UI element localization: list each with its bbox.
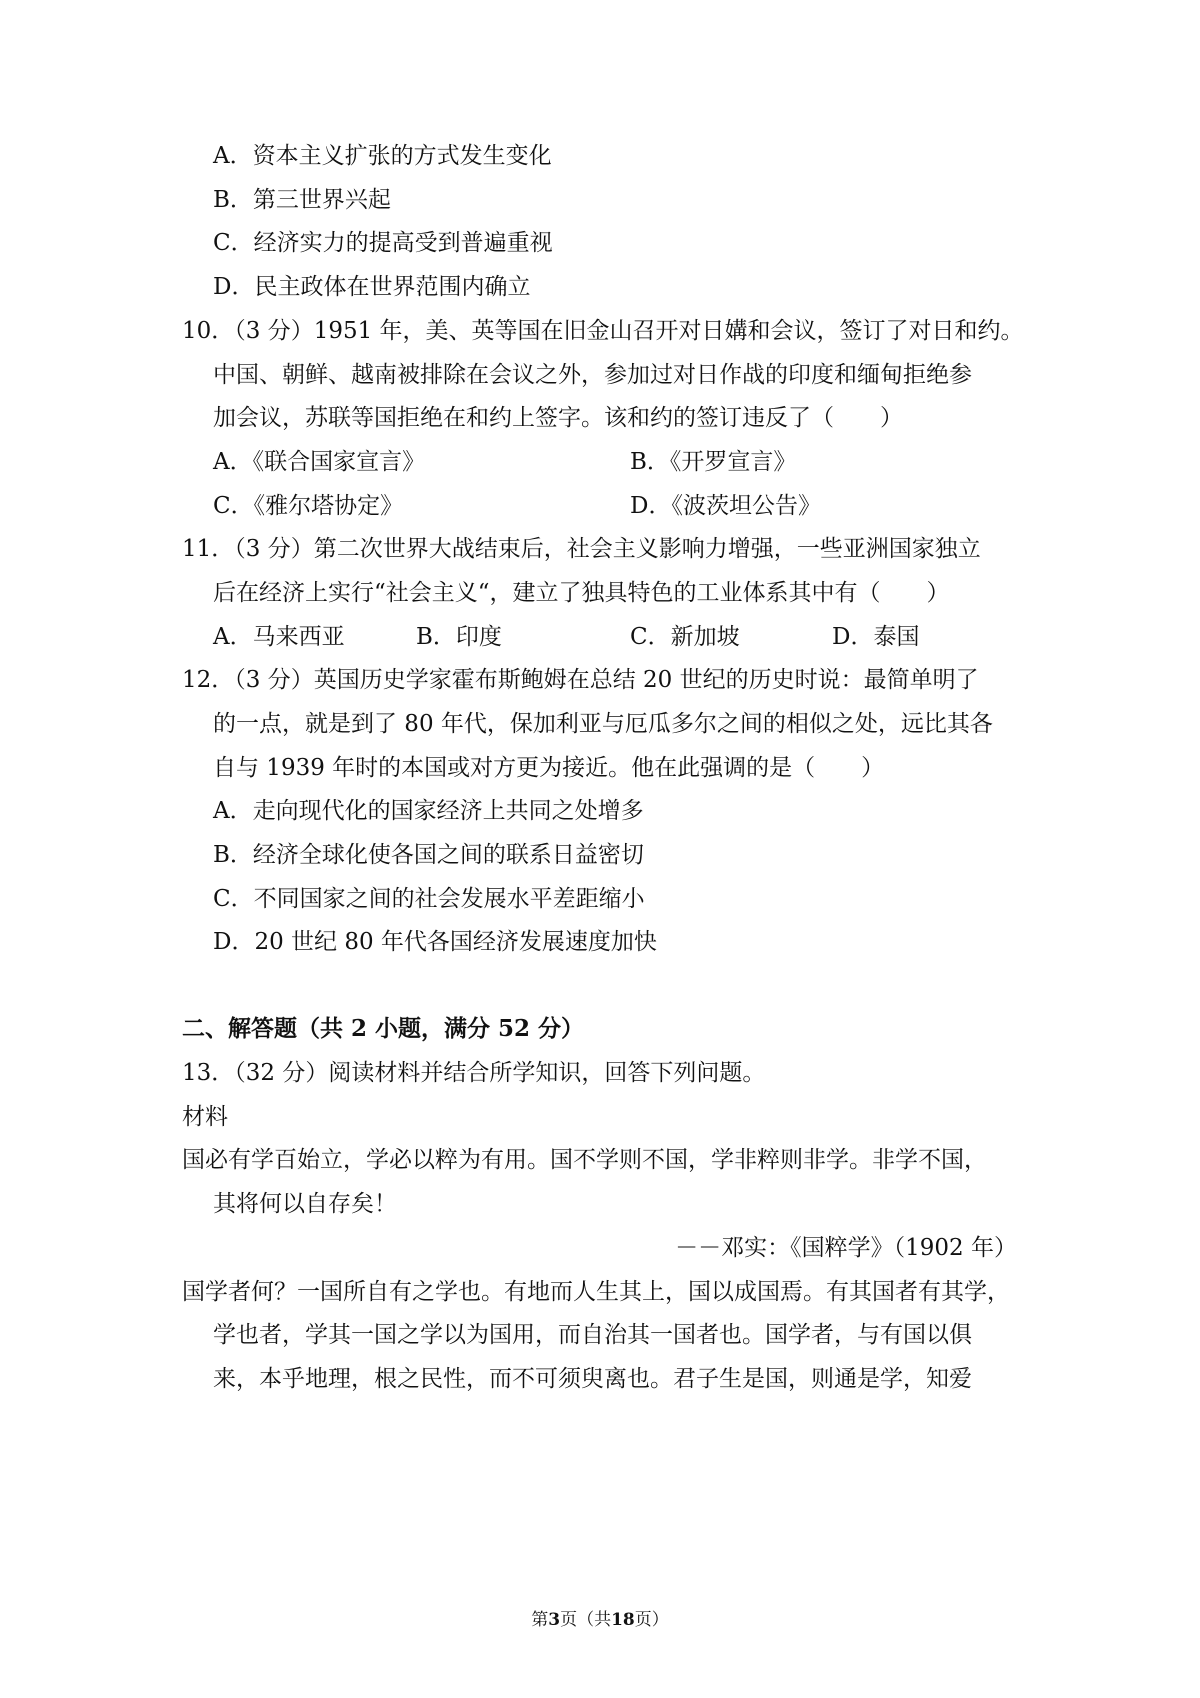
page-footer — [0, 1608, 1200, 1632]
q12-stem-line2: 的一点，就是到了 80 年代，保加利亚与厄瓜多尔之间的相似之处，远比其各 — [213, 711, 993, 737]
q10-option-d: D．《波茨坦公告》 — [630, 493, 821, 519]
section-heading: 二、解答题（共 2 小题，满分 52 分） — [182, 1015, 585, 1042]
q9-option-b: B．第三世界兴起 — [213, 187, 391, 213]
footer-middle: 页（共 — [560, 1610, 612, 1630]
q13-material-p1-line2: 其将何以自存矣！ — [213, 1191, 397, 1217]
q12-stem-line1: 12．（3 分）英国历史学家霍布斯鲍姆在总结 20 世纪的历史时说：最简单明了 — [182, 667, 979, 693]
footer-prefix: 第 — [531, 1610, 549, 1630]
q13-material-p1-source: －－邓实：《国粹学》（1902 年） — [675, 1235, 1017, 1261]
q13-stem: 13．（32 分）阅读材料并结合所学知识，回答下列问题。 — [182, 1060, 766, 1086]
footer-suffix: 页） — [634, 1610, 669, 1630]
q11-option-a: A．马来西亚 — [213, 624, 345, 650]
q13-material-p2-line1: 国学者何？一国所自有之学也。有地而人生其上，国以成国焉。有其国者有其学， — [182, 1279, 1010, 1305]
q12-option-b: B．经济全球化使各国之间的联系日益密切 — [213, 842, 644, 868]
q11-option-b: B．印度 — [416, 624, 502, 650]
q11-option-c: C．新加坡 — [630, 624, 740, 650]
q11-stem-line2: 后在经济上实行“社会主义“，建立了独具特色的工业体系其中有（ ） — [213, 580, 950, 606]
q12-option-a: A．走向现代化的国家经济上共同之处增多 — [213, 798, 644, 824]
q9-option-c: C．经济实力的提高受到普遍重视 — [213, 230, 553, 256]
footer-total-pages: 18 — [611, 1610, 635, 1630]
q10-option-b: B．《开罗宣言》 — [630, 449, 797, 475]
q10-option-c: C．《雅尔塔协定》 — [213, 493, 404, 519]
q11-stem-line1: 11．（3 分）第二次世界大战结束后，社会主义影响力增强，一些亚洲国家独立 — [182, 536, 981, 562]
q12-option-c: C．不同国家之间的社会发展水平差距缩小 — [213, 886, 645, 912]
q9-option-a: A．资本主义扩张的方式发生变化 — [213, 143, 552, 169]
footer-page-number: 3 — [548, 1610, 561, 1630]
q13-material-p2-line2: 学也者，学其一国之学以为国用，而自治其一国者也。国学者，与有国以俱 — [213, 1322, 972, 1348]
q10-stem-line2: 中国、朝鲜、越南被排除在会议之外，参加过对日作战的印度和缅甸拒绝参 — [213, 362, 972, 388]
q11-option-d: D．泰国 — [832, 624, 920, 650]
q13-material-p2-line3: 来，本乎地理，根之民性，而不可须臾离也。君子生是国，则通是学，知爱 — [213, 1366, 972, 1392]
q13-material-p1-line1: 国必有学百始立，学必以粹为有用。国不学则不国，学非粹则非学。非学不国， — [182, 1147, 987, 1173]
q13-material-label: 材料 — [182, 1104, 228, 1130]
q10-stem-line1: 10．（3 分）1951 年，美、英等国在旧金山召开对日媾和会议，签订了对日和约。 — [182, 318, 1024, 344]
q10-option-a: A．《联合国家宣言》 — [213, 449, 426, 475]
q10-stem-line3: 加会议，苏联等国拒绝在和约上签字。该和约的签订违反了（ ） — [213, 405, 903, 431]
q12-stem-line3: 自与 1939 年时的本国或对方更为接近。他在此强调的是（ ） — [213, 755, 885, 781]
q9-option-d: D．民主政体在世界范围内确立 — [213, 274, 531, 300]
q12-option-d: D．20 世纪 80 年代各国经济发展速度加快 — [213, 929, 657, 955]
